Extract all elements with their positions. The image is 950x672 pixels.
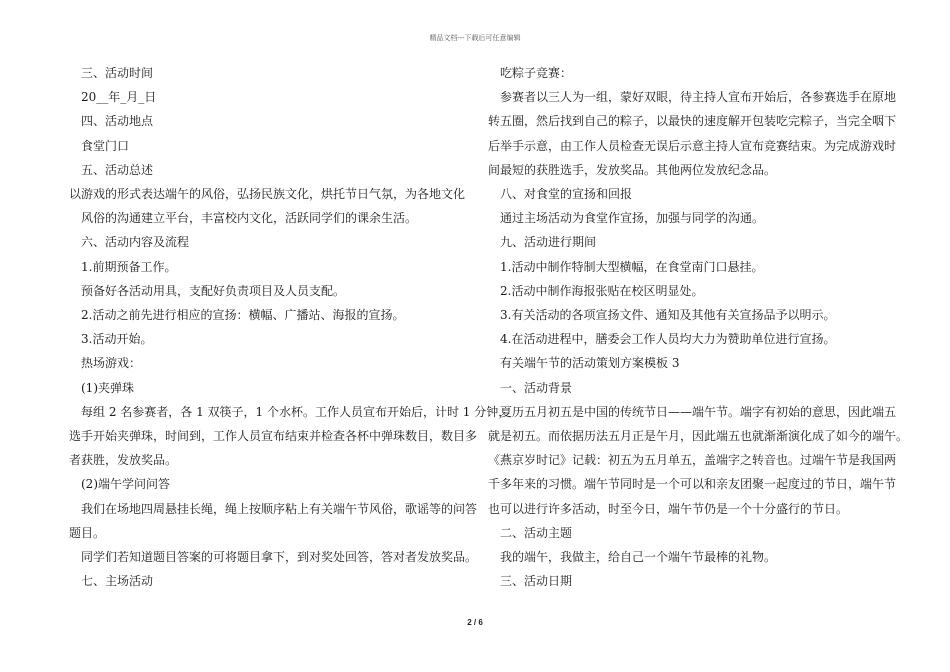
text-line: 者获胜，发放奖品。 <box>69 453 178 468</box>
text-line: 三、活动时间 <box>81 66 154 80</box>
text-line: 1.活动中制作特制大型横幅，在食堂南门口悬挂。 <box>500 259 764 274</box>
text-line: 就是初五。而依据历法五月正是午月，因此端五也就渐渐演化成了如今的端午。 <box>488 429 909 443</box>
text-line: 3.活动开始。 <box>81 332 153 347</box>
text-line: 每组 2 名参赛者，各 1 双筷子，1 个水杯。工作人员宣布开始后，计时 1 分钟， <box>81 404 511 419</box>
text-line: 八、对食堂的宣扬和回报 <box>500 187 633 201</box>
text-line: 食堂门口 <box>81 138 130 153</box>
text-line: 我们在场地四周悬挂长绳，绳上按顺序粘上有关端午节风俗，歌谣等的问答 <box>81 501 478 516</box>
text-line: 后举手示意，由工作人员检查无误后示意主持人宣布竞赛结束。为完成游戏时 <box>488 138 897 153</box>
text-line: 20__年_月_日 <box>81 90 157 105</box>
text-line: 《燕京岁时记》记载：初五为五月单五，盖端字之转音也。过端午节是我国两 <box>488 453 897 468</box>
text-line: 千多年来的习惯。端午节同时是一个可以和亲友团聚一起度过的节日，端午节 <box>488 477 897 492</box>
page-header: 精品文档---下载后可任意编辑 <box>429 34 521 42</box>
text-line: (1)夹弹珠 <box>81 380 134 395</box>
text-line: 题目。 <box>69 525 106 540</box>
text-line: 风俗的沟通建立平台，丰富校内文化，活跃同学们的课余生活。 <box>81 211 418 226</box>
text-line: 有关端午节的活动策划方案模板 3 <box>500 356 680 371</box>
text-line: 2.活动之前先进行相应的宣扬：横幅、广播站、海报的宣扬。 <box>81 308 405 322</box>
text-line: 以游戏的形式表达端午的风俗，弘扬民族文化，烘托节日气氛，为各地文化 <box>69 187 466 201</box>
text-line: 4.在活动进程中，膳委会工作人员均大力为赞助单位进行宣扬。 <box>500 332 836 347</box>
text-line: 3.有关活动的各项宣扬文件、通知及其他有关宣扬品予以明示。 <box>500 308 836 322</box>
text-line: 也可以进行许多活动，时至今日，端午节仍是一个十分盛行的节日。 <box>488 501 849 516</box>
text-line: 七、主场活动 <box>81 574 154 589</box>
page-number: 2 / 6 <box>467 618 483 627</box>
text-line: 夏历五月初五是中国的传统节日——端午节。端字有初始的意思，因此端五 <box>500 404 897 419</box>
text-line: 同学们若知道题目答案的可将题目拿下，到对奖处回答，答对者发放奖品。 <box>81 550 478 564</box>
text-line: 一、活动背景 <box>500 380 573 395</box>
text-line: 1.前期预备工作。 <box>81 259 177 274</box>
text-line: 三、活动日期 <box>500 574 573 589</box>
text-line: 热场游戏： <box>81 356 142 371</box>
text-line: 二、活动主题 <box>500 525 573 540</box>
text-line: 四、活动地点 <box>81 114 154 129</box>
text-line: 间最短的获胜选手，发放奖品。其他两位发放纪念品。 <box>488 162 777 177</box>
text-line: 吃粽子竞赛： <box>500 66 573 80</box>
text-line: (2)端午学问问答 <box>81 477 170 492</box>
text-line: 五、活动总述 <box>81 162 154 177</box>
text-line: 转五圈，然后找到自己的粽子，以最快的速度解开包装吃完粽子，当完全咽下 <box>488 114 897 129</box>
text-line: 2.活动中制作海报张贴在校区明显处。 <box>500 283 704 298</box>
text-line: 选手开始夹弹珠，时间到，工作人员宣布结束并检查各杯中弹珠数目，数目多 <box>69 429 478 443</box>
text-line: 参赛者以三人为一组，蒙好双眼，待主持人宣布开始后，各参赛选手在原地 <box>500 90 897 105</box>
text-line: 我的端午，我做主，给自己一个端午节最棒的礼物。 <box>500 550 777 564</box>
text-line: 预备好各活动用具，支配好负责项目及人员支配。 <box>81 283 346 298</box>
text-line: 九、活动进行期间 <box>500 235 597 250</box>
text-line: 六、活动内容及流程 <box>81 235 190 250</box>
text-line: 通过主场活动为食堂作宣扬，加强与同学的沟通。 <box>500 211 765 226</box>
